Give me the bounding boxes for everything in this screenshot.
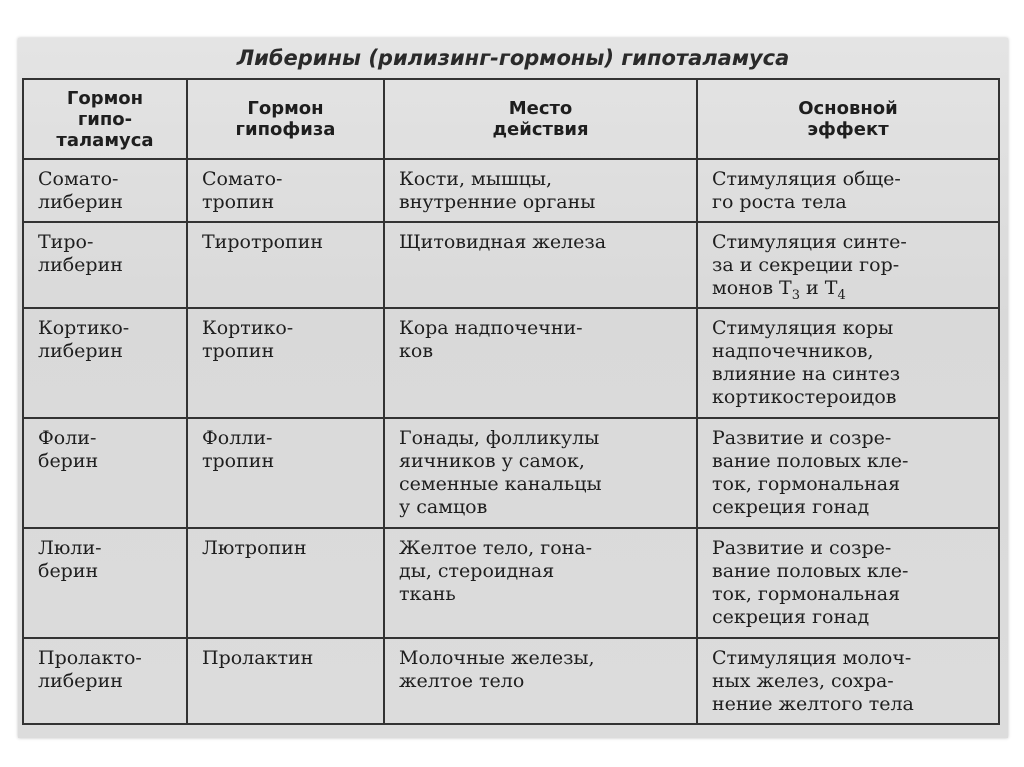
cell-site-of-action: Кости, мышцы, внутренние органы [384,159,697,222]
cell-pituitary-hormone: Лютропин [187,528,384,638]
cell-site-of-action: Гонады, фолликулы яичников у самок, семенные канальцы у самцов [384,418,697,528]
table-row [23,528,999,638]
table-row [23,308,999,418]
table-row [23,418,999,528]
table-row [23,222,999,308]
cell-main-effect: Стимуляция обще- го роста тела [697,159,999,222]
header-main-effect: Основной эффект [697,79,999,159]
effect-text: Стимуляция синте- за и секреции гор- монов Т [712,231,907,299]
cell-hypothalamus-hormone: Люли- берин [23,528,187,638]
t3-subscript: 3 [791,287,801,303]
cell-hypothalamus-hormone: Тиро- либерин [23,222,187,308]
header-site-of-action: Место действия [384,79,697,159]
cell-main-effect: Развитие и созре- вание половых кле- ток, гормональная секреция гонад [697,418,999,528]
effect-text-mid: и Т [800,277,838,299]
cell-pituitary-hormone: Кортико- тропин [187,308,384,418]
cell-site-of-action: Кора надпочечни- ков [384,308,697,418]
cell-main-effect: Стимуляция молоч- ных желез, сохра- нение желтого тела [697,638,999,724]
liberins-table [22,78,1000,725]
scanned-page [18,38,1008,738]
cell-hypothalamus-hormone: Сомато- либерин [23,159,187,222]
cell-site-of-action: Молочные железы, желтое тело [384,638,697,724]
cell-pituitary-hormone: Пролактин [187,638,384,724]
table-title: Либерины (рилизинг-гормоны) гипоталамуса [236,46,790,70]
cell-pituitary-hormone: Тиротропин [187,222,384,308]
cell-main-effect: Развитие и созре- вание половых кле- ток, гормональная секреция гонад [697,528,999,638]
table-row [23,638,999,724]
cell-hypothalamus-hormone: Кортико- либерин [23,308,187,418]
cell-pituitary-hormone: Фолли- тропин [187,418,384,528]
cell-hypothalamus-hormone: Фоли- берин [23,418,187,528]
cell-hypothalamus-hormone: Пролакто- либерин [23,638,187,724]
cell-site-of-action: Желтое тело, гона- ды, стероидная ткань [384,528,697,638]
cell-pituitary-hormone: Сомато- тропин [187,159,384,222]
header-hypothalamus-hormone: Гормон гипо- таламуса [23,79,187,159]
cell-main-effect [697,222,999,308]
cell-main-effect: Стимуляция коры надпочечников, влияние на синтез кортикостероидов [697,308,999,418]
table-row [23,159,999,222]
header-row [23,79,999,159]
cell-site-of-action: Щитовидная железа [384,222,697,308]
t4-subscript: 4 [837,287,846,303]
header-pituitary-hormone: Гормон гипофиза [187,79,384,159]
